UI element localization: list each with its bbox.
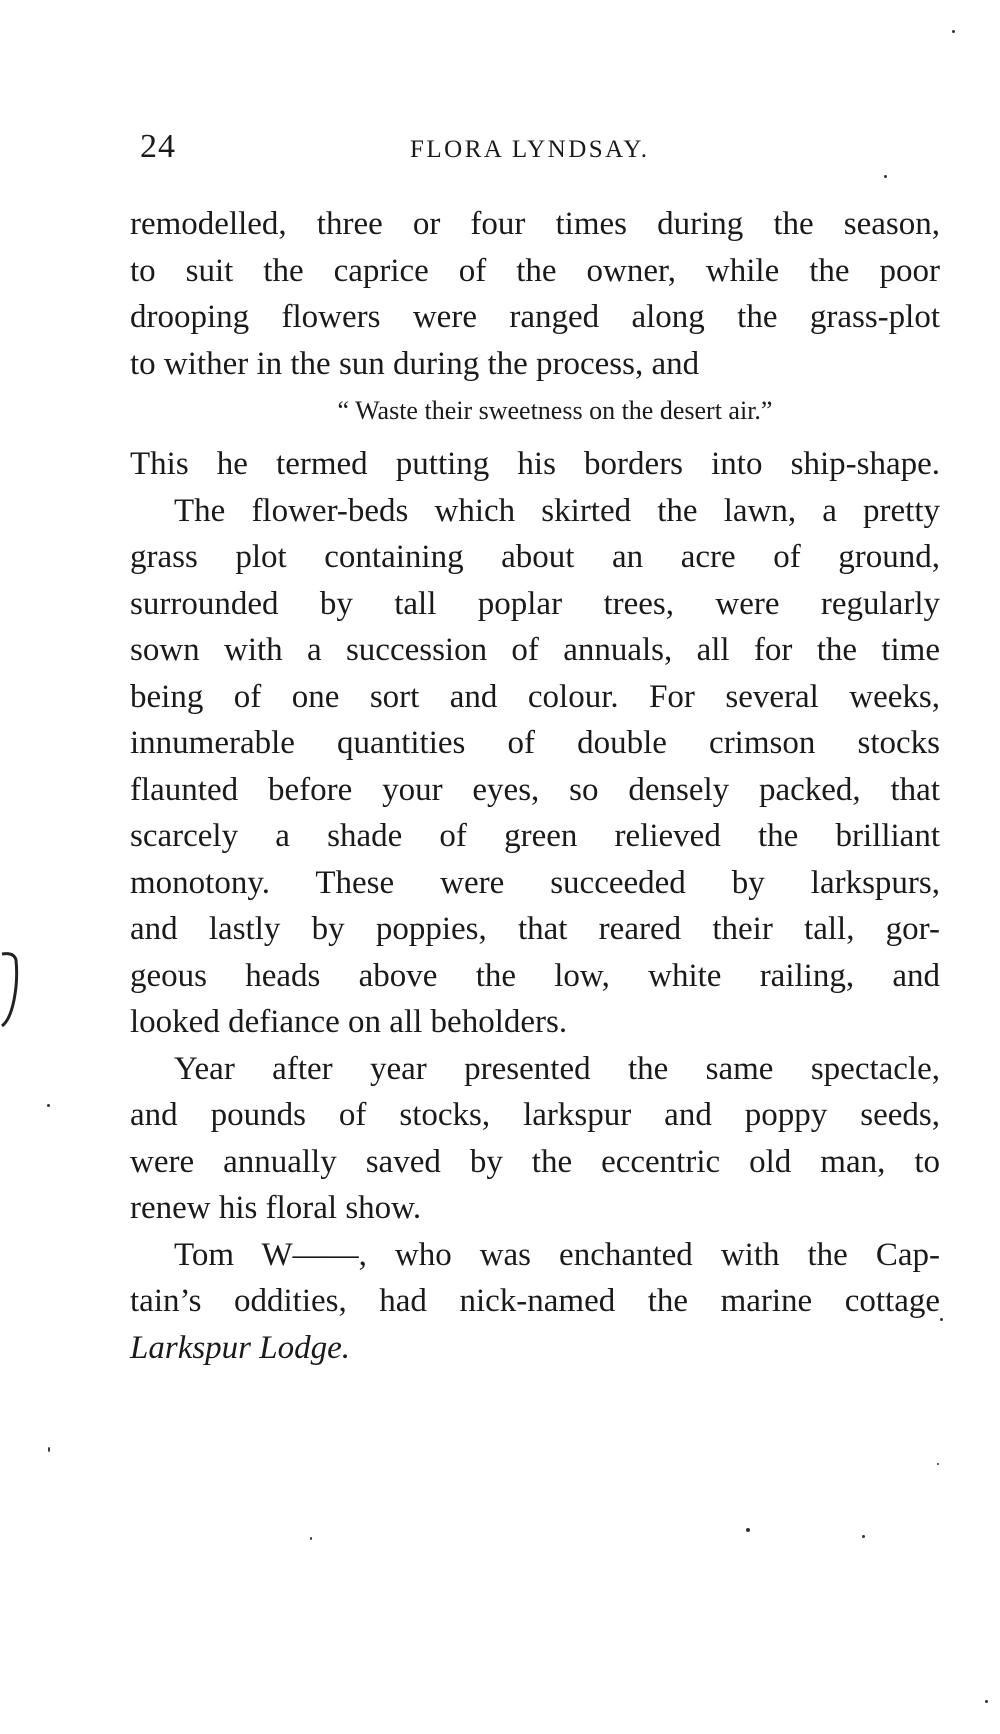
- italic-line: Larkspur Lodge.: [130, 1329, 351, 1366]
- text-line: The flower-beds which skirted the lawn, a pretty: [174, 492, 940, 529]
- text-line: to suit the caprice of the owner, while the poor: [130, 252, 940, 289]
- text-line: geous heads above the low, white railing, and: [130, 957, 940, 994]
- running-head: [140, 128, 950, 172]
- ink-speck: [310, 1537, 312, 1540]
- text-line: Year after year presented the same spectacle,: [174, 1050, 940, 1087]
- text-line: and lastly by poppies, that reared their tall, gor-: [130, 911, 940, 947]
- body-text: [130, 201, 940, 1371]
- text-line: being of one sort and colour. For several weeks,: [130, 678, 940, 715]
- ink-speck: [47, 1104, 50, 1107]
- paragraph-1: [130, 201, 940, 488]
- text-line: sown with a succession of annuals, all for the time: [130, 632, 940, 668]
- text-line: scarcely a shade of green relieved the brilliant: [130, 818, 940, 854]
- block-quote: “ Waste their sweetness on the desert air.”: [337, 396, 773, 425]
- ink-speck: [952, 30, 955, 33]
- text-line: remodelled, three or four times during the season,: [130, 206, 940, 242]
- running-title: FLORA LYNDSAY.: [410, 136, 650, 163]
- text-line: and pounds of stocks, larkspur and poppy seeds,: [130, 1097, 940, 1133]
- ink-speck: [940, 1318, 943, 1321]
- text-line: innumerable quantities of double crimson stocks: [130, 725, 940, 761]
- text-line: to wither in the sun during the process, and: [130, 345, 700, 382]
- margin-ink-mark: [0, 950, 22, 1030]
- page-number: 24: [140, 128, 176, 165]
- ink-speck: [48, 1447, 50, 1452]
- text-line: tain’s oddities, had nick-named the marine cottage: [130, 1283, 940, 1319]
- text-line: looked defiance on all beholders.: [130, 1004, 568, 1040]
- ink-speck: [937, 1463, 939, 1465]
- text-line: flaunted before your eyes, so densely packed, that: [130, 771, 940, 808]
- ink-speck: [746, 1528, 750, 1532]
- text-line: This he termed putting his borders into ship-shape.: [130, 446, 940, 482]
- paragraph-2: [130, 488, 940, 1046]
- text-line: were annually saved by the eccentric old man, to: [130, 1143, 940, 1180]
- text-line: monotony. These were succeeded by larkspurs,: [130, 864, 940, 901]
- paragraph-3: [130, 1046, 940, 1232]
- text-line: renew his floral show.: [130, 1190, 422, 1226]
- ink-speck: [884, 175, 887, 178]
- text-line: surrounded by tall poplar trees, were regularly: [130, 585, 940, 622]
- paragraph-4: [130, 1232, 940, 1372]
- text-line: drooping flowers were ranged along the grass-plot: [130, 299, 940, 335]
- text-line: grass plot containing about an acre of ground,: [130, 539, 940, 575]
- ink-speck: [985, 1700, 988, 1703]
- ink-speck: [862, 1535, 865, 1538]
- text-line: Tom W——, who was enchanted with the Cap-: [174, 1236, 940, 1273]
